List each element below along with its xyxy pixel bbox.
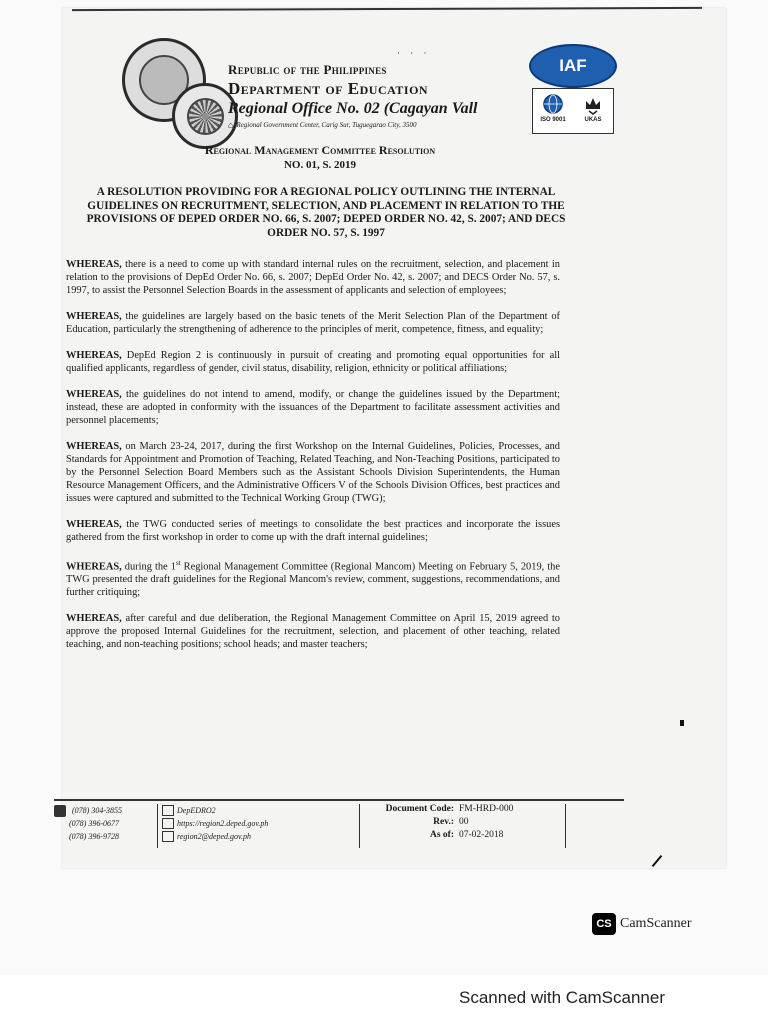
rev-label: Rev.: xyxy=(433,817,454,827)
footer-online xyxy=(157,804,352,848)
whereas-paragraph: WHEREAS, there is a need to come up with standard internal rules on the recruitment, selection, and placement in relation to the provisions of DepEd Order No. 66, s. 2007; DepEd Order No. 42, s. 2007; and DECS Order No. 57, s. 1997, to assist the Personnel Selection Boards in the assessment of applicants and selection of employees; xyxy=(66,259,560,296)
address-line xyxy=(228,120,568,130)
scan-dots: · · · xyxy=(397,48,431,58)
whereas-paragraph: WHEREAS, after careful and due deliberation, the Regional Management Committee on April 15, 2019 agreed to approve the proposed Internal Guidelines for the recruitment, selection, and placement of other teaching, related teaching, and non-teaching positions; school heads; and master teachers; xyxy=(66,613,560,651)
document-control xyxy=(359,804,566,848)
rev-value: 00 xyxy=(459,817,469,827)
web-icon xyxy=(162,818,174,829)
whereas-paragraph: WHEREAS, DepEd Region 2 is continuously in pursuit of creating and promoting equal opportunities for all qualified applicants, regardless of gender, civil status, disability, religion, ethnicity or political affiliations; xyxy=(66,350,560,374)
phone-icon xyxy=(54,805,66,817)
whereas-paragraph: WHEREAS, the guidelines are largely based on the basic tenets of the Merit Selection Plan of the Department of Education, particularly the strengthening of adherence to the principles of merit, competence, fitness, and equality; xyxy=(66,311,560,335)
department-label: Department of Education xyxy=(228,79,429,98)
email-link[interactable]: region2@deped.gov.ph xyxy=(177,832,252,841)
iso-globe-icon xyxy=(542,93,564,115)
camscanner-logo-icon: CS xyxy=(592,913,616,935)
top-border-line xyxy=(72,7,702,11)
facebook-icon xyxy=(162,805,174,816)
region-label: Regional Office No. 02 (Cagayan Vall xyxy=(228,100,478,117)
committee-title xyxy=(70,143,570,171)
committee-title-line1: Regional Management Committee Resolution xyxy=(204,143,436,157)
phone-number: (078) 396-9728 xyxy=(69,832,119,841)
building-icon: ⌂ xyxy=(228,120,234,130)
ukas-cert-mark xyxy=(578,93,608,129)
iso-label: ISO 9001 xyxy=(540,117,566,123)
address-text: Regional Government Center, Carig Sur, Tuguegarao City, 3500 xyxy=(236,121,417,129)
letterhead xyxy=(228,62,568,130)
committee-title-line2: NO. 01, S. 2019 xyxy=(283,159,357,171)
scanned-with-label: Scanned with CamScanner xyxy=(459,988,666,1007)
email-icon xyxy=(162,831,174,842)
ukas-label: UKAS xyxy=(584,117,602,123)
whereas-paragraph: WHEREAS, the TWG conducted series of meetings to consolidate the best practices and incorporate the issues gathered from the first workshop in order to come up with the draft internal guidelines; xyxy=(66,519,560,543)
whereas-paragraph: WHEREAS, the guidelines do not intend to amend, modify, or change the guidelines issued by the Department; instead, these are adopted in conformity with the issuances of the Department to facilitate assessment activities and personnel placements; xyxy=(66,389,560,426)
facebook-handle[interactable]: DepEDRO2 xyxy=(177,806,216,815)
iso-cert-mark xyxy=(538,93,568,129)
scan-smudge xyxy=(680,720,684,726)
camscanner-brand: CamScanner xyxy=(620,916,692,931)
doc-code-label: Document Code: xyxy=(385,804,454,814)
document-footer xyxy=(54,804,634,848)
footer-phones xyxy=(54,804,152,843)
asof-label: As of: xyxy=(429,830,454,840)
resolution-title: A RESOLUTION PROVIDING FOR A REGIONAL POLICY OUTLINING THE INTERNAL GUIDELINES ON RECRUITMENT, SELECTION, AND PLACEMENT IN RELATION TO THE PROVISIONS OF DEPED ORDER NO. 66, S. 2007; DEPED ORDER NO. 42, S. 2007; AND DECS ORDER NO. 57, S. 1997 xyxy=(86,186,566,239)
phone-number: (078) 304-3855 xyxy=(72,806,122,815)
certification-box xyxy=(532,88,614,134)
republic-label: Republic of the Philippines xyxy=(228,62,387,77)
phone-number: (078) 396-0677 xyxy=(69,819,119,828)
whereas-paragraph: WHEREAS, on March 23-24, 2017, during the first Workshop on the Internal Guidelines, Policies, Processes, and Standards for Appointment and Promotion of Teaching, Related Teaching, and Non-Teaching Positions, participated to by the Personnel Selection Board Members such as the Assistant Schools Division Superintendents, the Human Resource Management Officers, and the Administrative Officers V of the Schools Division Offices, best practices and issues were captured and submitted to the Technical Working Group (TWG); xyxy=(66,441,560,504)
footer-divider xyxy=(54,799,624,801)
asof-value: 07-02-2018 xyxy=(459,830,504,840)
doc-code-value: FM-HRD-000 xyxy=(459,804,514,814)
website-link[interactable]: https://region2.deped.gov.ph xyxy=(177,819,269,828)
resolution-body xyxy=(66,258,560,664)
whereas-paragraph: WHEREAS, during the 1st Regional Management Committee (Regional Mancom) Meeting on February 5, 2019, the TWG presented the draft guidelines for the Regional Mancom's review, comment, suggestions, recommendations, and further critiquing; xyxy=(66,559,560,599)
ukas-crown-icon xyxy=(582,93,604,115)
camscanner-watermark xyxy=(592,913,692,935)
iaf-badge: IAF xyxy=(529,44,617,88)
